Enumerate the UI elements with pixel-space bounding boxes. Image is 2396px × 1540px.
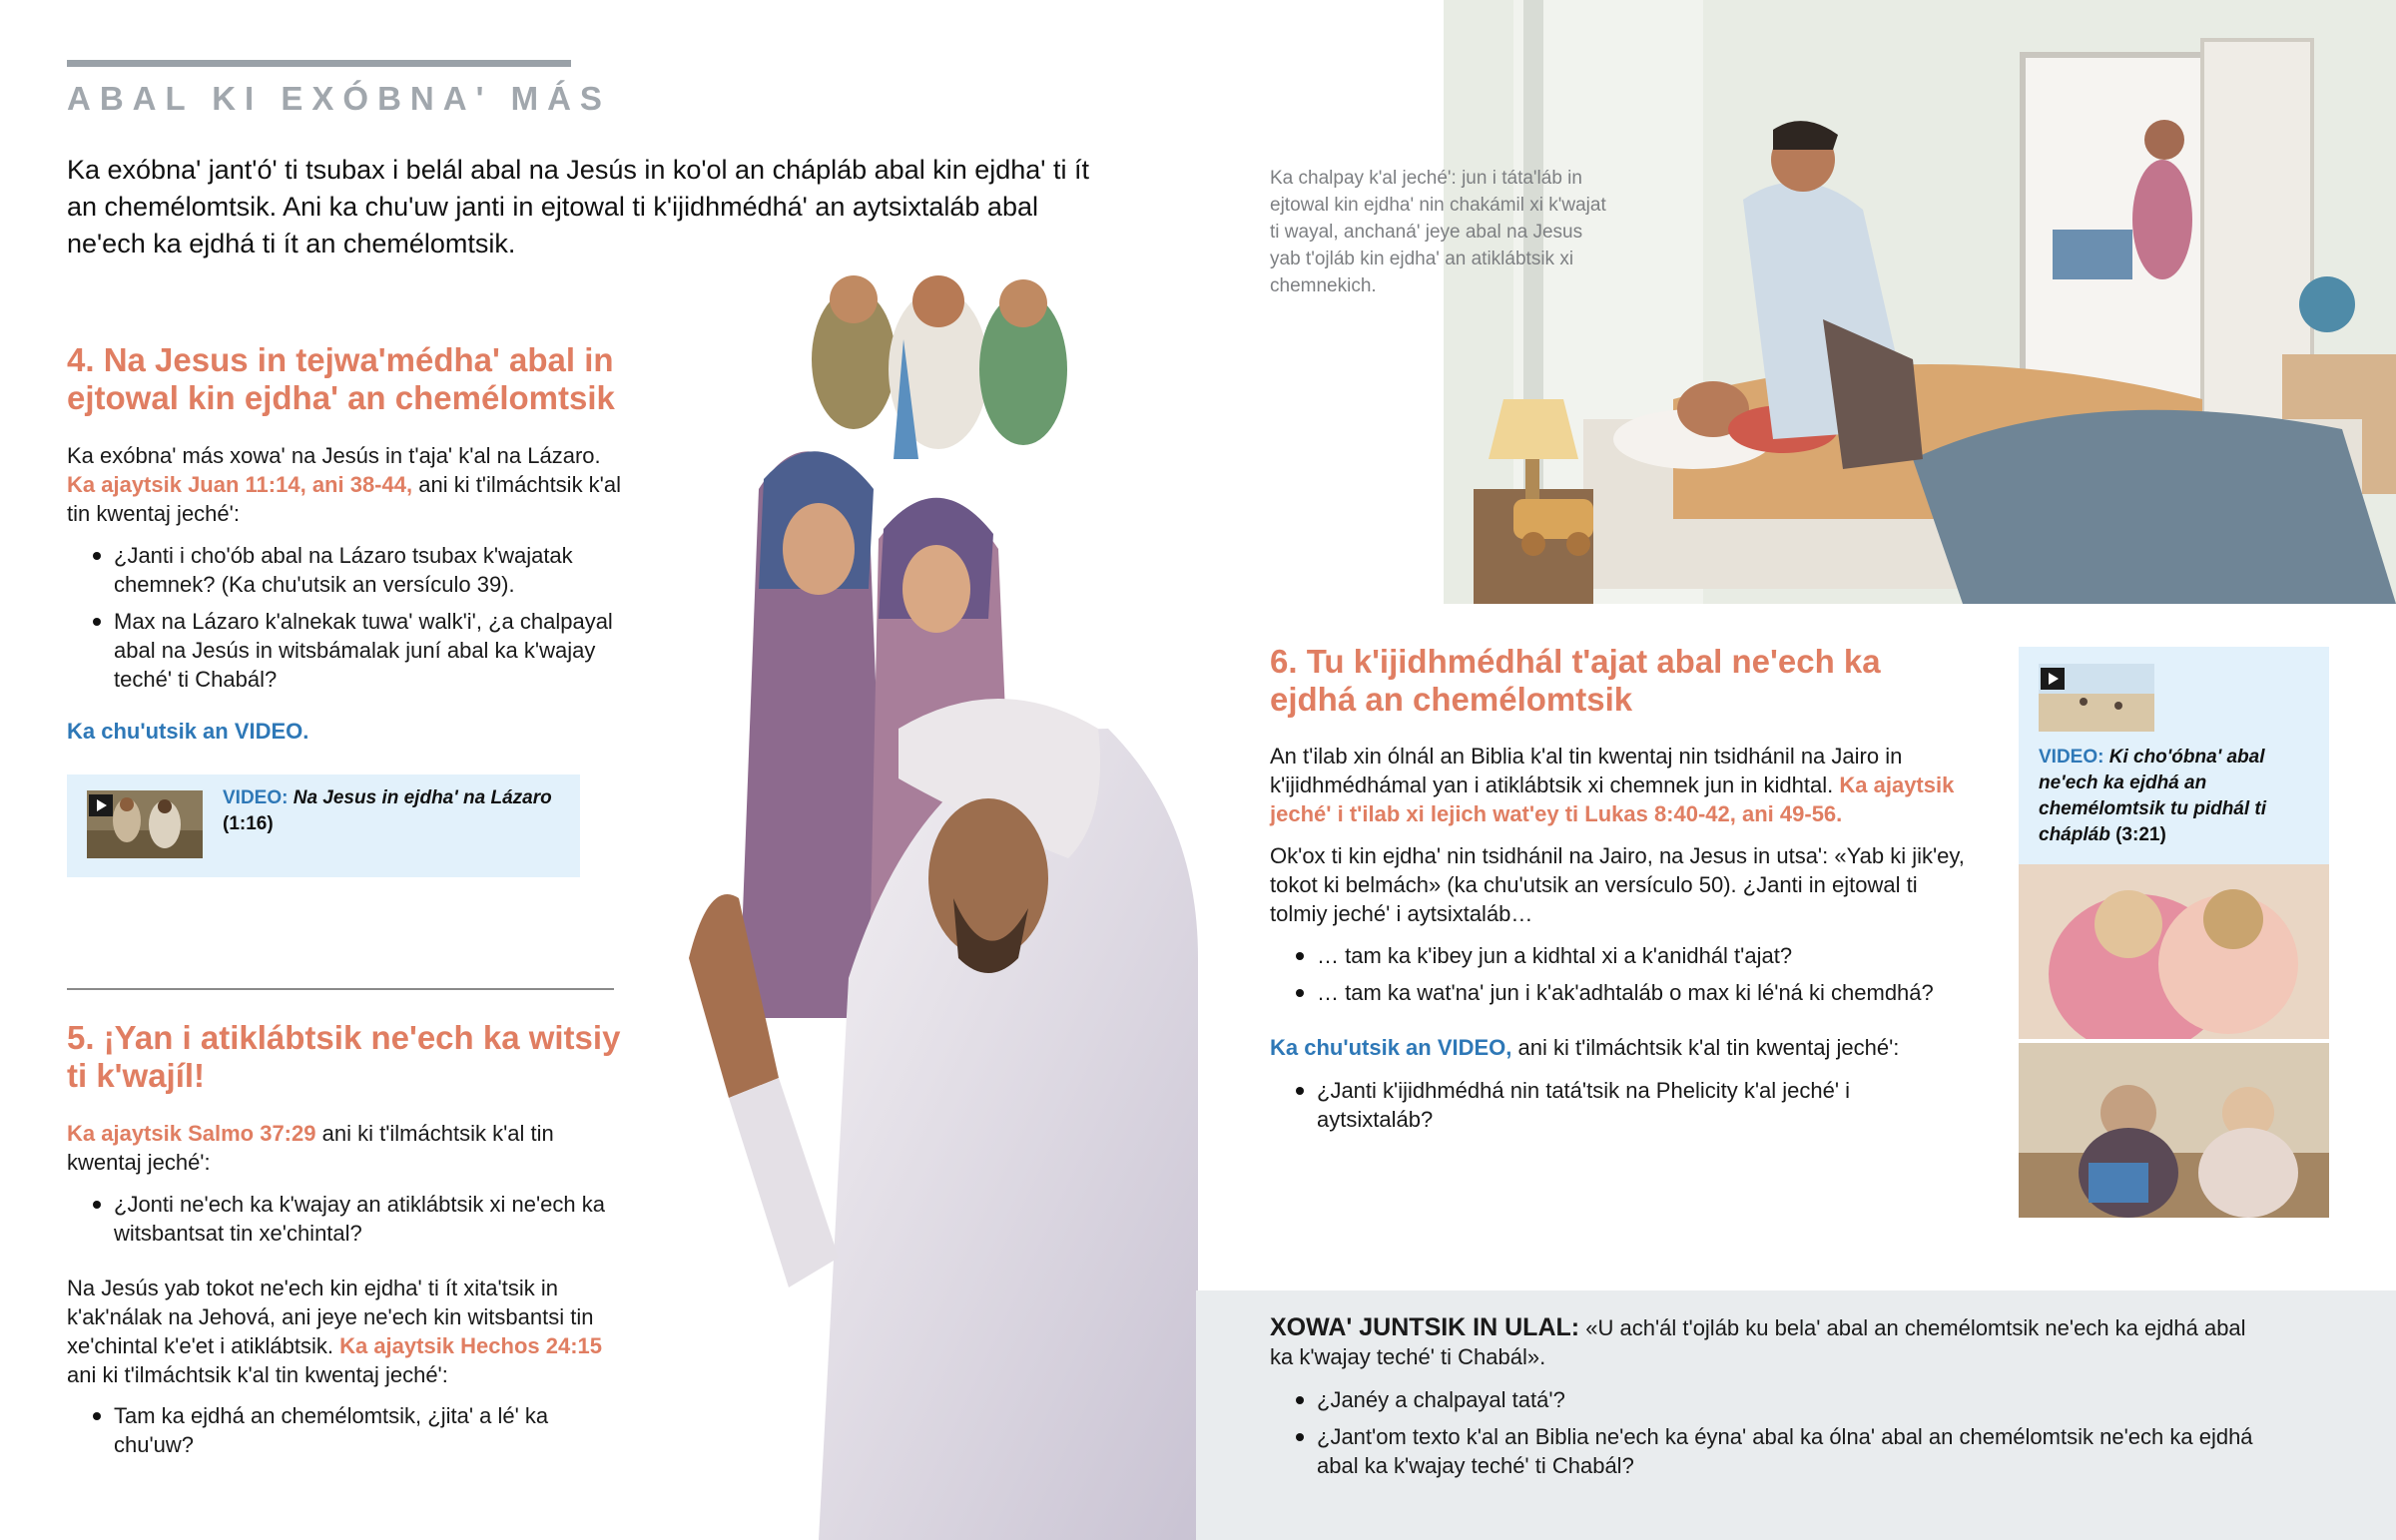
- list-item: Tam ka ejdhá an chemélomtsik, ¿jita' a lé' ka chu'uw?: [67, 1401, 626, 1459]
- section-6-heading: 6. Tu k'ijidhmédhál t'ajat abal ne'ech ka ejdhá an chemélomtsik: [1270, 643, 1881, 718]
- section-5-text-2: Na Jesús yab tokot ne'ech kin ejdha' ti ít xita'tsik in k'ak'nálak na Jehová, ani jeye ne'ech kin witsbantsi tin xe'chintal k'e'et i atiklábtsik.: [67, 1276, 594, 1358]
- list-item: ¿Janéy a chalpayal tatá'?: [1270, 1385, 2268, 1414]
- page-title: ABAL KI EXÓBNA' MÁS: [67, 80, 611, 117]
- section-6-video-prompt-tail: ani ki t'ilmáchtsik k'al tin kwentaj jeché':: [1517, 1035, 1900, 1060]
- section-6-text-1: An t'ilab xin ólnál an Biblia k'al tin kwentaj nin tsidhánil na Jairo in k'ijidhmédhámal yan i atiklábtsik xi chemnek jun in kidhtal.: [1270, 744, 1903, 797]
- list-item: ¿Jonti ne'ech ka k'wajay an atiklábtsik xi ne'ech ka witsbantsat tin xe'chintal?: [67, 1190, 626, 1248]
- section-6-scripture-link[interactable]: Ka ajaytsik jeché' i t'ilab xi lejich wat'ey ti Lukas 8:40-42, ani 49-56.: [1270, 772, 1955, 826]
- video-label: VIDEO:: [223, 787, 289, 808]
- bedroom-illustration: [1444, 0, 2396, 604]
- review-title: XOWA' JUNTSIK IN ULAL:: [1270, 1313, 1580, 1341]
- intro-paragraph: Ka exóbna' jant'ó' ti tsubax i belál abal na Jesús in ko'ol an chápláb abal kin ejdha' ti ít an chemélomtsik. Ani ka chu'uw janti in ejtowal ti k'ijidhmédhá' an aytsixtaláb abal ne'ech ka ejdhá ti ít an chemélomtsik.: [67, 155, 1089, 258]
- video-duration: (3:21): [2115, 824, 2166, 845]
- video-label: VIDEO:: [2039, 747, 2104, 768]
- section-6-video-line: [1270, 1033, 1989, 1062]
- play-icon[interactable]: [2041, 668, 2065, 690]
- section-divider: [67, 988, 614, 990]
- video-title: Na Jesus in ejdha' na Lázaro: [293, 787, 552, 808]
- video-thumbnail[interactable]: [87, 790, 203, 858]
- video-thumbnail[interactable]: [2039, 664, 2154, 732]
- section-5-tail-2: ani ki t'ilmáchtsik k'al tin kwentaj jeché':: [67, 1362, 448, 1387]
- review-text: «U ach'ál t'ojláb ku bela' abal an chemélomtsik ne'ech ka ejdhá abal ka k'wajay teché' ti Chabál».: [1270, 1315, 2246, 1369]
- section-4-video-prompt[interactable]: Ka chu'utsik an VIDEO.: [67, 719, 309, 744]
- section-4-scripture-link[interactable]: Ka ajaytsik Juan 11:14, ani 38-44,: [67, 472, 413, 497]
- list-item: ¿Janti i cho'ób abal na Lázaro tsubax k'wajatak chemnek? (Ka chu'utsik an versículo 39).: [67, 541, 646, 599]
- section-4-bullets: [67, 541, 646, 702]
- lazarus-illustration: [669, 259, 1198, 1540]
- list-item: … tam ka wat'na' jun i k'ak'adhtaláb o max ki lé'ná ki chemdhá?: [1270, 978, 1989, 1007]
- section-5-scripture-link-1[interactable]: Ka ajaytsik Salmo 37:29: [67, 1121, 316, 1146]
- section-4-heading: 4. Na Jesus in tejwa'médha' abal in ejtowal kin ejdha' an chemélomtsik: [67, 341, 615, 416]
- video-caption: [2039, 745, 2313, 848]
- section-6-bullets-2: [1270, 1076, 1929, 1142]
- section-6-video-prompt[interactable]: Ka chu'utsik an VIDEO,: [1270, 1035, 1512, 1060]
- section-6-paragraph-1: [1270, 742, 1969, 828]
- section-5-paragraph-2: [67, 1274, 626, 1389]
- header-rule: [67, 60, 571, 67]
- play-icon[interactable]: [89, 794, 113, 816]
- list-item: ¿Jant'om texto k'al an Biblia ne'ech ka éyna' abal ka ólna' abal an chemélomtsik ne'ech ka ejdhá abal ka k'wajay teché' ti Chabál?: [1270, 1422, 2268, 1480]
- section-4-text: Ka exóbna' más xowa' na Jesús in t'aja' k'al na Lázaro.: [67, 443, 601, 468]
- section-5-tail-1: ani ki t'ilmáchtsik k'al tin kwentaj jeché':: [67, 1121, 554, 1175]
- list-item: Max na Lázaro k'alnekak tuwa' walk'i', ¿a chalpayal abal na Jesús in witsbámalak juní abal ka k'wajay teché' ti Chabál?: [67, 607, 646, 694]
- list-item: … tam ka k'ibey jun a kidhtal xi a k'anidhál t'ajat?: [1270, 941, 1989, 970]
- video-box-lazaro[interactable]: [67, 774, 580, 877]
- section-6-bullets-1: [1270, 941, 1989, 1015]
- review-content: [1270, 1313, 2268, 1488]
- photo-bible-study: [2019, 1043, 2329, 1218]
- video-box-resurrection[interactable]: [2019, 647, 2329, 864]
- video-duration: (1:16): [223, 813, 274, 834]
- section-5-heading: 5. ¡Yan i atiklábtsik ne'ech ka witsiy ti k'wajíl!: [67, 1019, 621, 1094]
- list-item: ¿Janti k'ijidhmédhá nin tatá'tsik na Phelicity k'al jeché' i aytsixtaláb?: [1270, 1076, 1929, 1134]
- illustration-caption: Ka chalpay k'al jeché': jun i táta'láb in ejtowal kin ejdha' nin chakámil xi k'wajat ti wayal, anchaná' jeye abal na Jesus yab t'ojláb kin ejdha' an atiklábtsik xi chemnekich.: [1270, 168, 1606, 296]
- review-bullets: [1270, 1385, 2268, 1480]
- section-4-tail: ani ki t'ilmáchtsik k'al tin kwentaj jeché':: [67, 472, 622, 526]
- section-5-scripture-link-2[interactable]: Ka ajaytsik Hechos 24:15: [339, 1333, 603, 1358]
- section-6-paragraph-2: Ok'ox ti kin ejdha' nin tsidhánil na Jairo, na Jesus in utsa': «Yab ki jik'ey, tokot ki belmách» (ka chu'utsik an versículo 50). ¿Janti in ejtowal ti tolmiy jeché' i aytsixtaláb…: [1270, 843, 1965, 926]
- section-5-paragraph-1: [67, 1119, 626, 1177]
- video-caption: [223, 785, 562, 837]
- photo-hug: [2019, 864, 2329, 1039]
- section-4-paragraph: [67, 441, 626, 528]
- review-statement: [1270, 1313, 2268, 1371]
- section-5-bullets-1: [67, 1190, 626, 1256]
- video-title: Ki cho'óbna' abal ne'ech ka ejdhá an chemélomtsik tu pidhál ti chápláb: [2039, 747, 2267, 845]
- section-5-bullets-2: [67, 1401, 626, 1467]
